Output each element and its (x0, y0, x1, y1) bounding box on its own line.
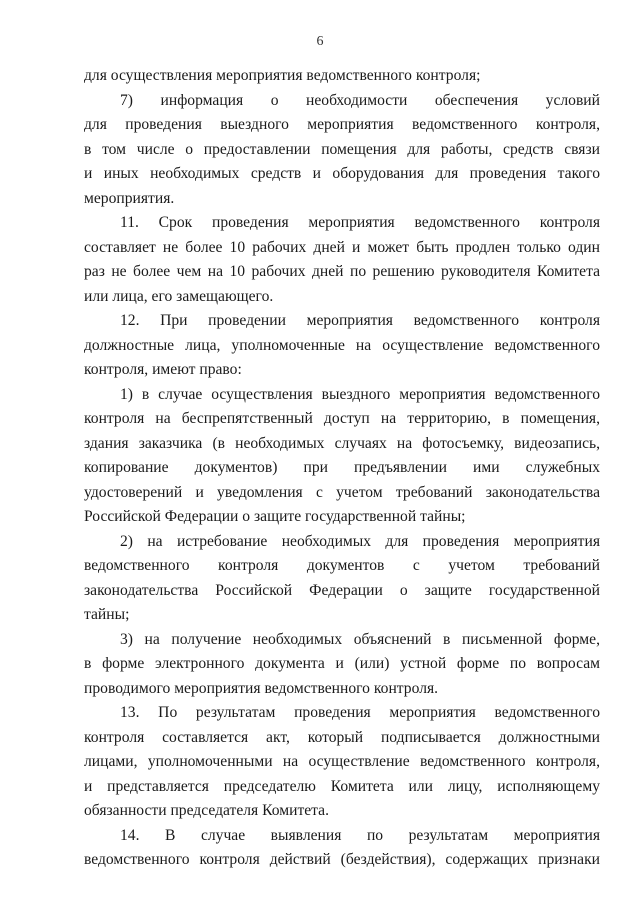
text-line: копирование документов) при предъявлении ими служебных (84, 459, 600, 476)
text-line: для осуществления мероприятия ведомственного контроля; (84, 67, 481, 84)
text-line: Российской Федерации о защите государственной тайны; (84, 508, 466, 525)
text-line: 14. В случае выявления по результатам мероприятия (120, 826, 600, 844)
text-line: 2) на истребование необходимых для проведения мероприятия (120, 532, 600, 550)
page-number: 6 (316, 34, 324, 49)
text-line: 1) в случае осуществления выездного мероприятия ведомственного (120, 385, 600, 403)
text-line: 3) на получение необходимых объяснений в письменной форме, (120, 630, 600, 648)
text-line: и представляется председателю Комитета или лицу, исполняющему (84, 777, 600, 795)
text-line: для проведения выездного мероприятия ведомственного контроля, (84, 116, 600, 133)
text-line: контроля на беспрепятственный доступ на территорию, в помещения, (84, 410, 600, 427)
text-line: законодательства Российской Федерации о защите государственной (84, 581, 600, 599)
text-line: в том числе о предоставлении помещения для работы, средств связи (84, 140, 600, 158)
text-line: удостоверений и уведомления с учетом требований законодательства (84, 483, 600, 501)
text-line: 11. Срок проведения мероприятия ведомственного контроля (120, 214, 600, 231)
text-line: 12. При проведении мероприятия ведомственного контроля (120, 312, 600, 329)
text-line: лицами, уполномоченными на осуществление ведомственного контроля, (84, 753, 600, 770)
text-line: или лица, его замещающего. (84, 287, 274, 305)
text-line: контроля, имеют право: (84, 361, 242, 378)
text-line: раз не более чем на 10 рабочих дней по решению руководителя Комитета (84, 263, 600, 280)
text-line: тайны; (84, 606, 130, 623)
text-line: ведомственного контроля документов с учетом требований (84, 557, 600, 574)
text-line: здания заказчика (в необходимых случаях на фотосъемку, видеозапись, (84, 434, 600, 452)
text-line: должностные лица, уполномоченные на осуществление ведомственного (84, 336, 600, 354)
text-line: контроля составляется акт, который подписывается должностными (84, 728, 600, 746)
text-line: мероприятия. (84, 189, 175, 207)
text-line: ведомственного контроля действий (бездействия), содержащих признаки (84, 851, 600, 868)
text-line: проводимого мероприятия ведомственного контроля. (84, 679, 439, 697)
text-line: 13. По результатам проведения мероприятия ведомственного (120, 704, 600, 721)
text-line: 7) информация о необходимости обеспечения условий (120, 91, 600, 109)
text-line: и иных необходимых средств и оборудования для проведения такого (84, 165, 600, 182)
document-body (84, 64, 600, 873)
text-line: обязанности председателя Комитета. (84, 802, 330, 819)
text-line: в форме электронного документа и (или) устной форме по вопросам (84, 655, 600, 672)
text-line: составляет не более 10 рабочих дней и может быть продлен только один (84, 238, 600, 256)
